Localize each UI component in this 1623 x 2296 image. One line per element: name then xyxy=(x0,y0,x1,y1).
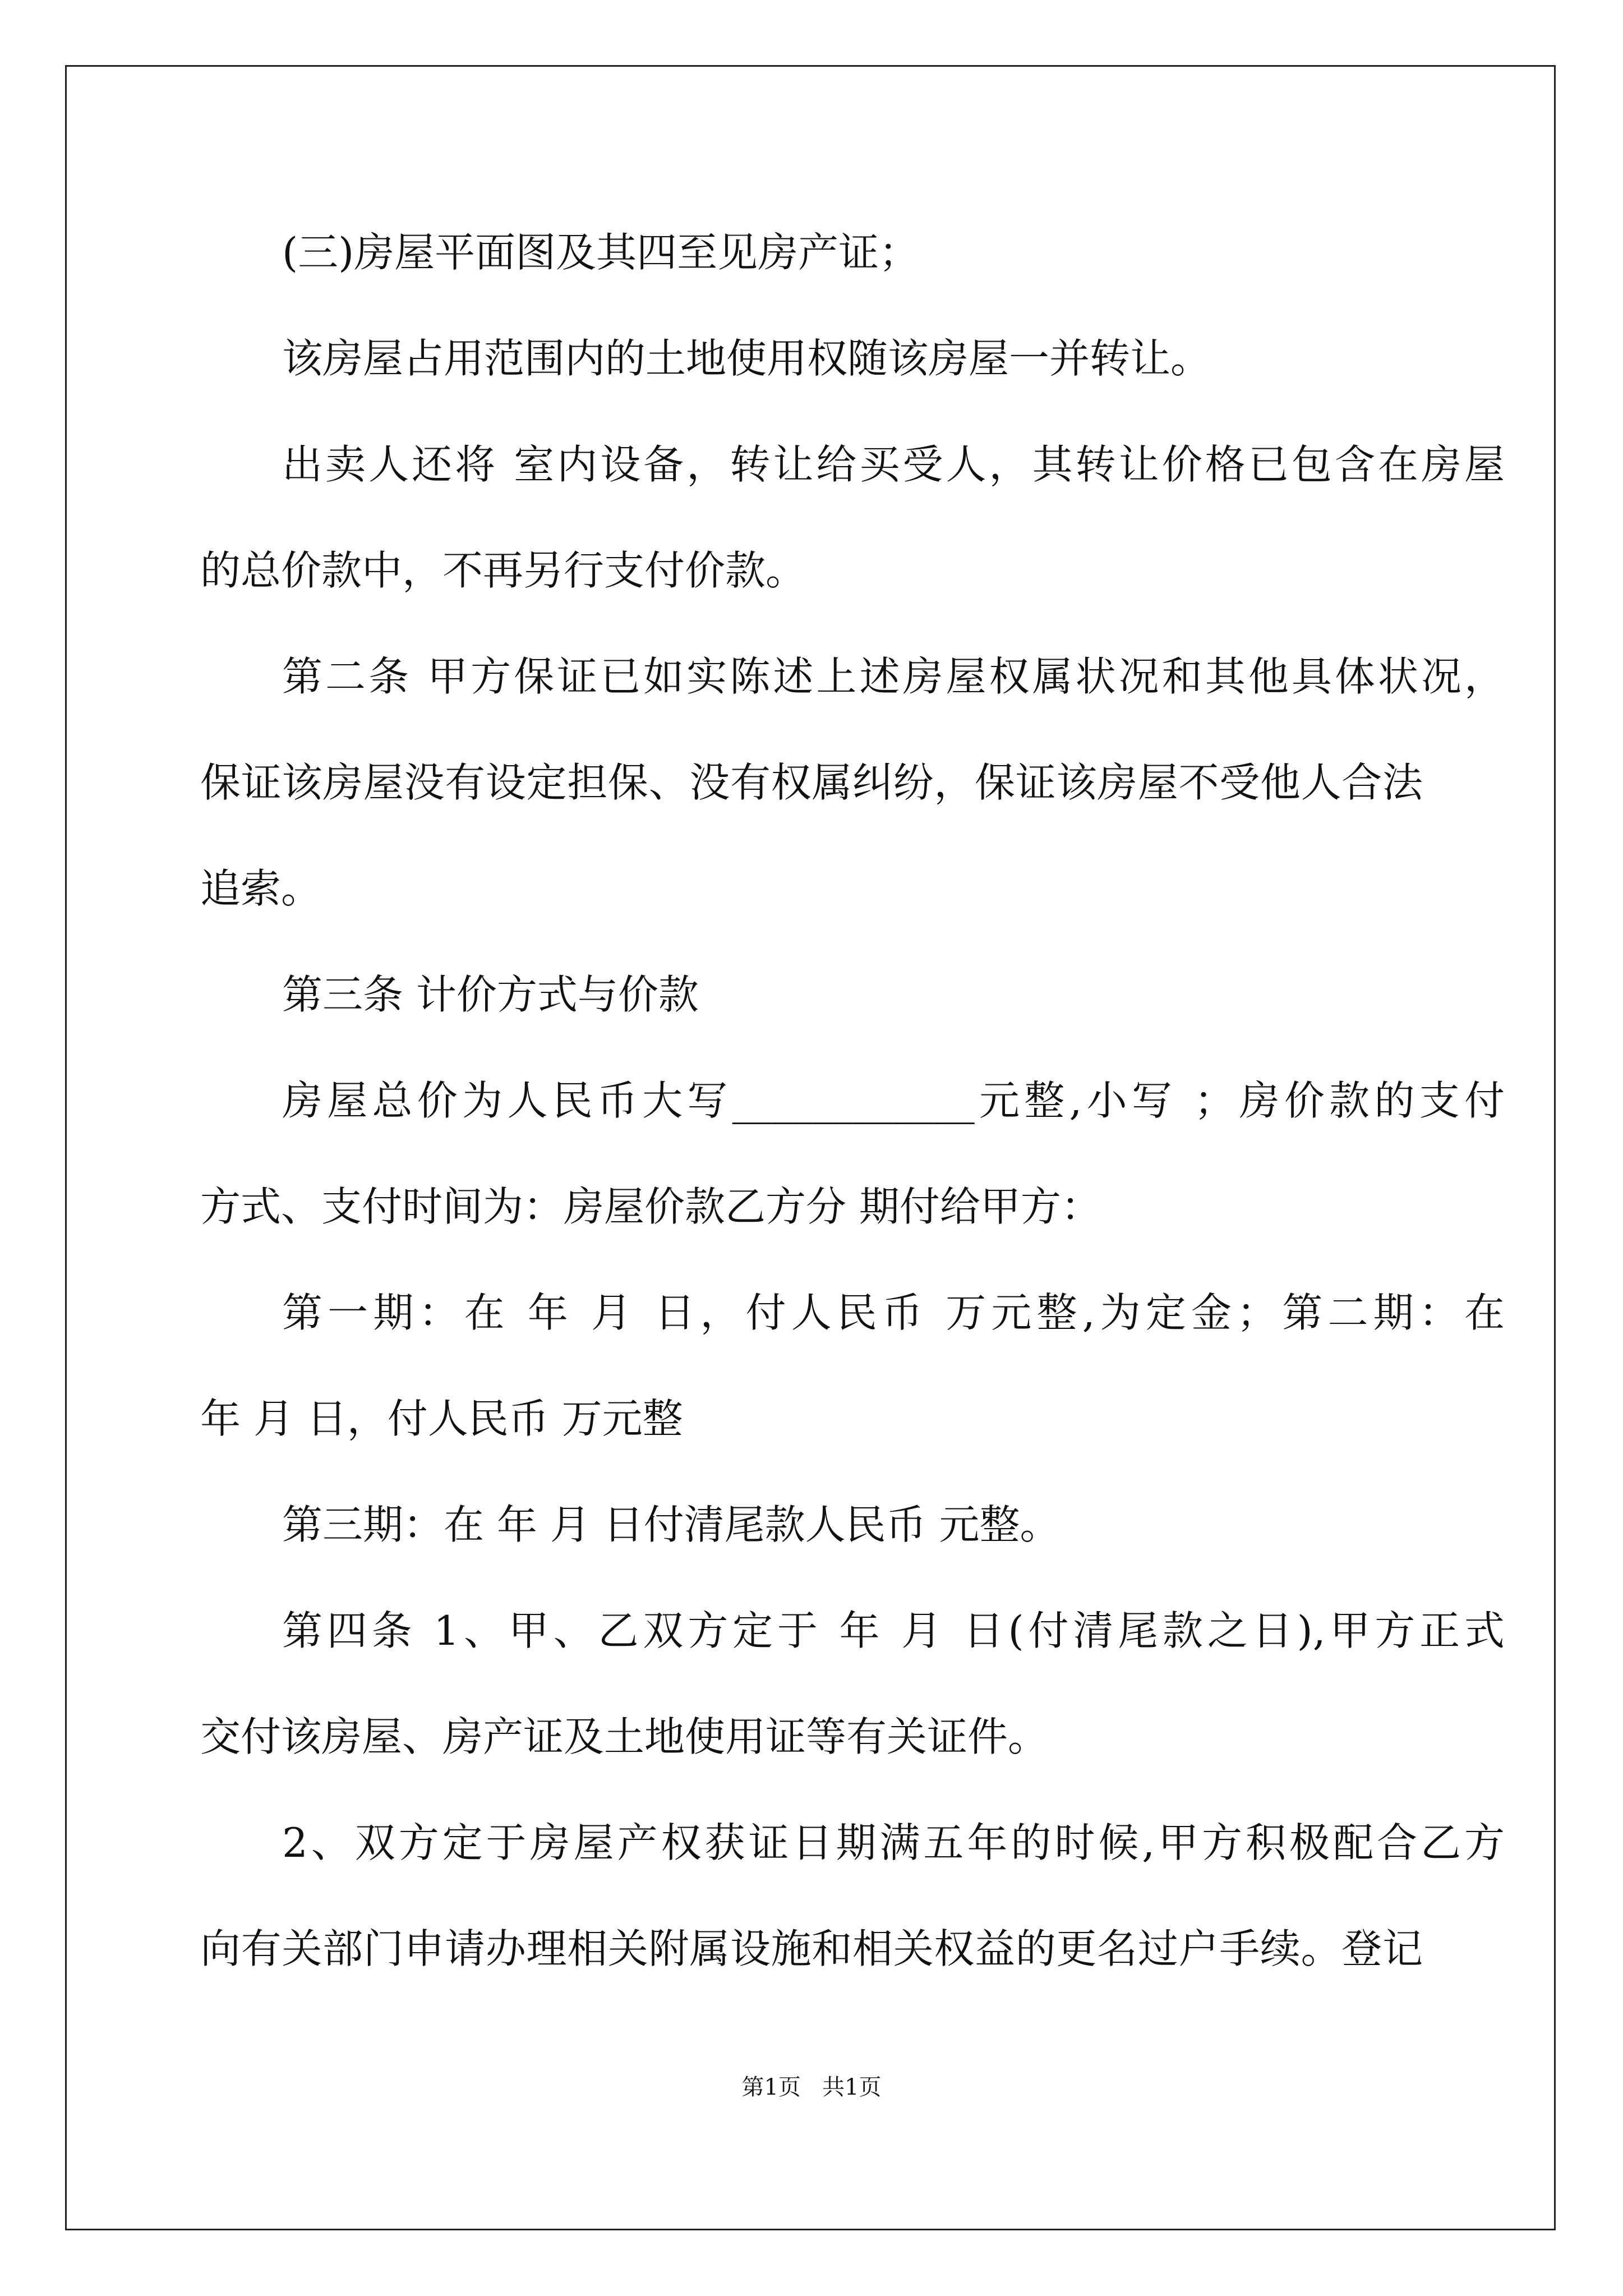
paragraph-line: 第三条 计价方式与价款 xyxy=(282,971,699,1018)
paragraph-line: 年 月 日，付人民币 万元整 xyxy=(200,1395,683,1442)
paragraph-line: 2、双方定于房屋产权获证日期满五年的时候,甲方积极配合乙方 xyxy=(282,1819,1505,1866)
paragraph-line: 出卖人还将 室内设备，转让给买受人，其转让价格已包含在房屋 xyxy=(282,441,1505,488)
paragraph-line: (三)房屋平面图及其四至见房产证； xyxy=(282,229,920,276)
paragraph-line: 房屋总价为人民币大写____________元整,小写 ；房价款的支付 xyxy=(282,1077,1505,1124)
paragraph-line: 第二条 甲方保证已如实陈述上述房屋权属状况和其他具体状况， xyxy=(282,653,1505,700)
paragraph-line: 交付该房屋、房产证及土地使用证等有关证件。 xyxy=(200,1713,1049,1760)
paragraph-line: 追索。 xyxy=(200,865,322,912)
page-border xyxy=(65,65,1556,2230)
paragraph-line: 第四条 1、甲、乙双方定于 年 月 日(付清尾款之日),甲方正式 xyxy=(282,1607,1505,1654)
paragraph-line: 该房屋占用范围内的土地使用权随该房屋一并转让。 xyxy=(282,335,1211,382)
page-footer: 第1页 共1页 xyxy=(741,2074,882,2100)
paragraph-line: 的总价款中，不再另行支付价款。 xyxy=(200,547,806,594)
paragraph-line: 第三期：在 年 月 日付清尾款人民币 元整。 xyxy=(282,1501,1061,1548)
paragraph-line: 向有关部门申请办理相关附属设施和相关权益的更名过户手续。登记 xyxy=(200,1925,1423,1972)
paragraph-line: 第一期：在 年 月 日，付人民币 万元整,为定金；第二期：在 xyxy=(282,1289,1505,1336)
paragraph-line: 保证该房屋没有设定担保、没有权属纠纷，保证该房屋不受他人合法 xyxy=(200,759,1423,806)
paragraph-line: 方式、支付时间为：房屋价款乙方分 期付给甲方： xyxy=(200,1183,1101,1230)
